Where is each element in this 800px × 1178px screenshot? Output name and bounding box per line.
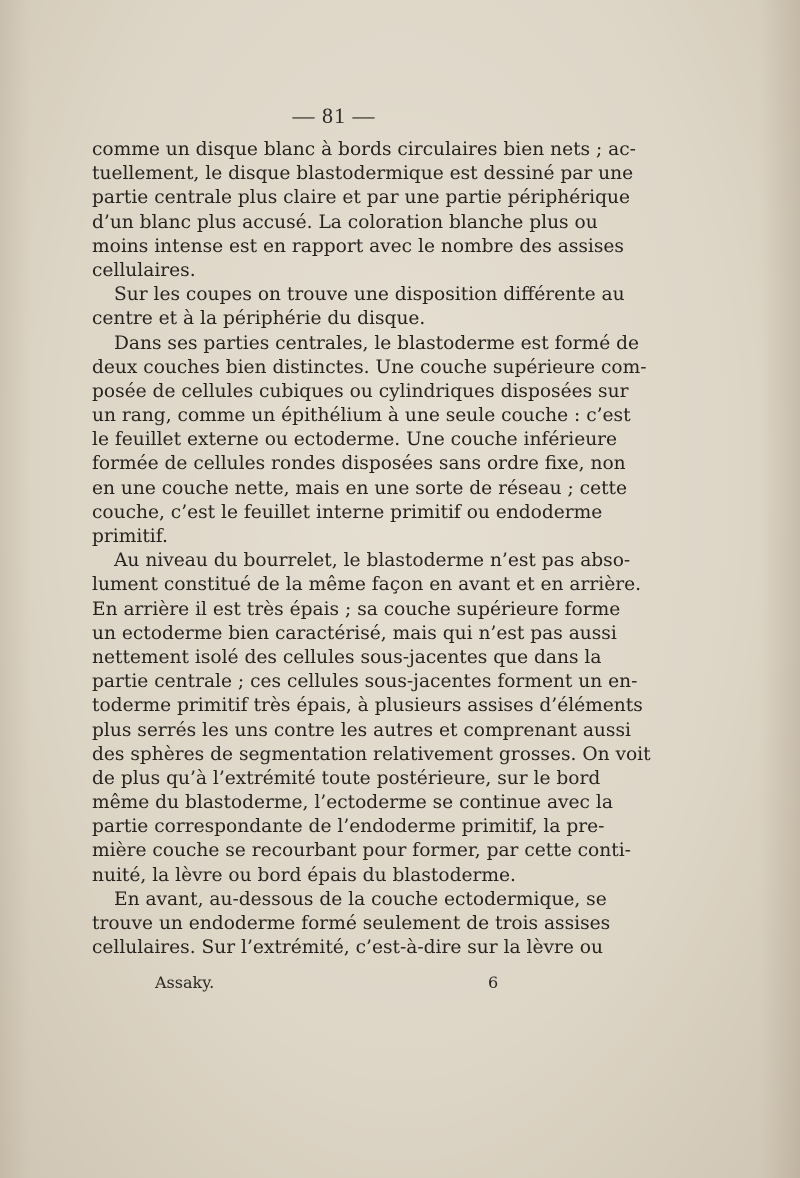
text-line: comme un disque blanc à bords circulaires bien nets ; ac- <box>92 139 636 160</box>
text-line: cellulaires. Sur l’extrémité, c’est-à-dire sur la lèvre ou <box>92 937 603 959</box>
text-line: posée de cellules cubiques ou cylindriques disposées sur <box>92 380 629 402</box>
page-number-header: — 81 — <box>292 103 376 128</box>
text-line: En arrière il est très épais ; sa couche supérieure forme <box>92 598 621 620</box>
text-line: cellulaires. <box>92 259 196 281</box>
text-line: lument constitué de la même façon en avant et en arrière. <box>92 574 642 596</box>
text-line: toderme primitif très épais, à plusieurs assises d’éléments <box>92 695 643 717</box>
text-line: moins intense est en rapport avec le nombre des assises <box>92 235 624 257</box>
text-line: mière couche se recourbant pour former, par cette conti- <box>92 840 631 862</box>
footer-author: Assaky. <box>155 973 215 992</box>
page-shadow-left <box>0 0 30 1178</box>
text-line: un ectoderme bien caractérisé, mais qui n’est pas aussi <box>92 622 617 644</box>
signature-mark: 6 <box>488 973 499 992</box>
text-line: Sur les coupes on trouve une disposition différente au <box>114 284 625 306</box>
text-line: trouve un endoderme formé seulement de trois assises <box>92 913 611 934</box>
text-line: partie correspondante de l’endoderme primitif, la pre- <box>92 816 605 838</box>
text-line: d’un blanc plus accusé. La coloration blanche plus ou <box>92 211 598 233</box>
text-line: de plus qu’à l’extrémité toute postérieure, sur le bord <box>92 767 601 789</box>
text-line: plus serrés les uns contre les autres et comprenant aussi <box>92 719 631 741</box>
text-line: formée de cellules rondes disposées sans ordre fixe, non <box>92 453 626 475</box>
text-line: partie centrale ; ces cellules sous-jacentes forment un en- <box>92 671 638 693</box>
text-line: tuellement, le disque blastodermique est dessiné par une <box>92 163 634 185</box>
text-line: en une couche nette, mais en une sorte de réseau ; cette <box>92 477 628 499</box>
text-line: En avant, au-dessous de la couche ectodermique, se <box>114 888 607 910</box>
text-line: deux couches bien distinctes. Une couche supérieure com- <box>92 356 647 378</box>
text-line: Au niveau du bourrelet, le blastoderme n’est pas abso- <box>114 550 631 572</box>
text-line: primitif. <box>92 526 168 547</box>
text-line: des sphères de segmentation relativement grosses. On voit <box>92 743 651 765</box>
text-line: nettement isolé des cellules sous-jacentes que dans la <box>92 646 602 668</box>
body-text <box>92 138 651 960</box>
text-line: partie centrale plus claire et par une partie périphérique <box>92 187 630 209</box>
text-line: un rang, comme un épithélium à une seule couche : c’est <box>92 405 631 427</box>
text-line: même du blastoderme, l’ectoderme se continue avec la <box>92 792 613 814</box>
text-line: nuité, la lèvre ou bord épais du blastoderme. <box>92 864 516 886</box>
page-shadow-right <box>760 0 800 1178</box>
text-line: centre et à la périphérie du disque. <box>92 308 426 330</box>
text-line: Dans ses parties centrales, le blastoderme est formé de <box>114 332 640 354</box>
text-line: le feuillet externe ou ectoderme. Une couche inférieure <box>92 429 618 451</box>
text-line: couche, c’est le feuillet interne primitif ou endoderme <box>92 501 603 523</box>
